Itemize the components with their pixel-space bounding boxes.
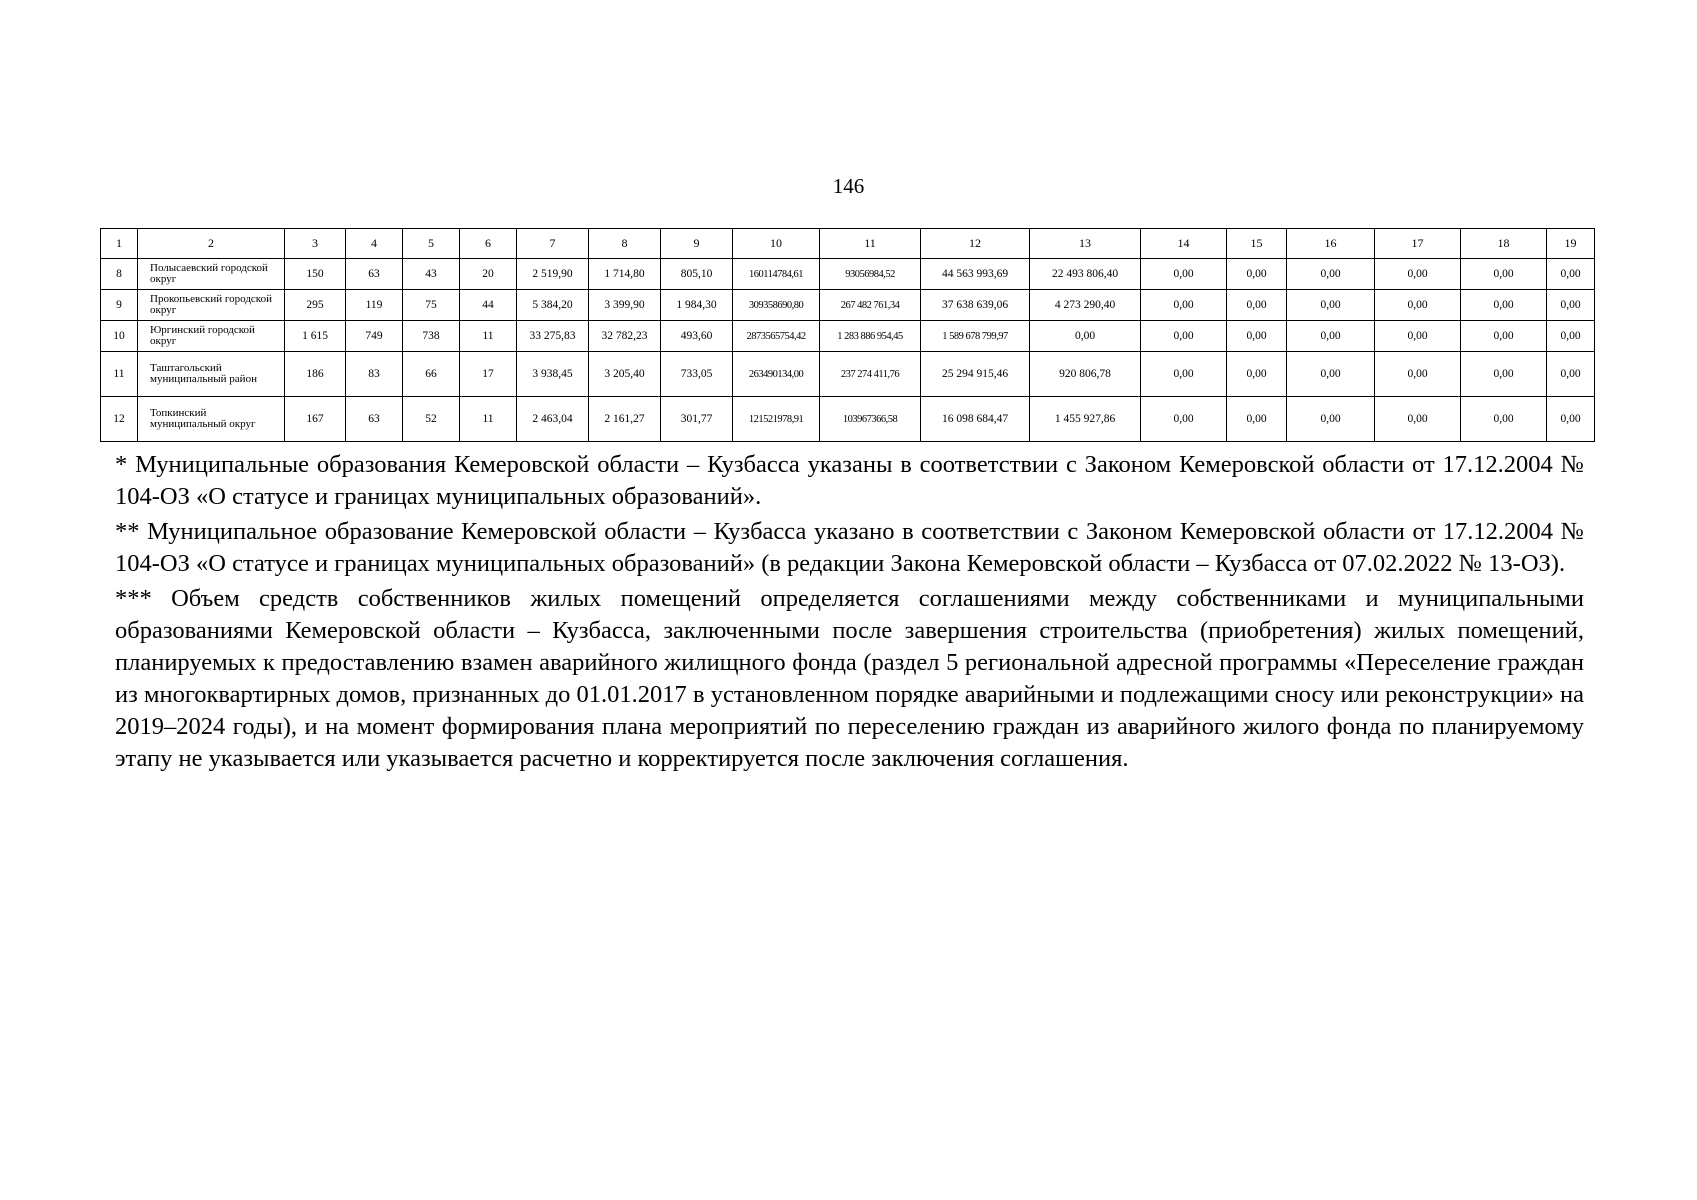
table-row	[101, 321, 1595, 352]
column-number: 4	[346, 229, 403, 259]
table-cell: 0,00	[1287, 352, 1375, 397]
table-cell: 0,00	[1461, 397, 1547, 442]
table-cell: 167	[285, 397, 346, 442]
column-number: 2	[138, 229, 285, 259]
table-cell: 733,05	[661, 352, 733, 397]
table-cell: 309358690,80	[733, 290, 820, 321]
table-cell: 0,00	[1547, 352, 1595, 397]
table-cell: 119	[346, 290, 403, 321]
column-number: 16	[1287, 229, 1375, 259]
table-cell: 44 563 993,69	[921, 259, 1030, 290]
footnote-2: ** Муниципальное образование Кемеровской области – Кузбасса указано в соответствии с Законом Кемеровской области от 17.12.2004 № 104-ОЗ «О статусе и границах муниципальных образований» (в редакции Закона Кемеровской области – Кузбасса от 07.02.2022 № 13-ОЗ).	[115, 518, 1584, 577]
footnotes	[115, 449, 1584, 778]
table-cell: 121521978,91	[733, 397, 820, 442]
table-cell: 920 806,78	[1030, 352, 1141, 397]
table-cell: 0,00	[1375, 397, 1461, 442]
table-cell: 738	[403, 321, 460, 352]
table-cell: 3 399,90	[589, 290, 661, 321]
table-cell: 0,00	[1461, 352, 1547, 397]
column-number: 10	[733, 229, 820, 259]
column-number: 14	[1141, 229, 1227, 259]
table-cell: 0,00	[1375, 259, 1461, 290]
resettlement-table	[100, 228, 1595, 442]
table-cell: 22 493 806,40	[1030, 259, 1141, 290]
table-cell: 9	[101, 290, 138, 321]
table-cell: 0,00	[1547, 397, 1595, 442]
table-cell: 0,00	[1287, 397, 1375, 442]
table-cell: 103967366,58	[820, 397, 921, 442]
table-cell: 25 294 915,46	[921, 352, 1030, 397]
table-cell: 0,00	[1461, 259, 1547, 290]
table-cell: 0,00	[1287, 290, 1375, 321]
column-number: 19	[1547, 229, 1595, 259]
column-number: 7	[517, 229, 589, 259]
table-cell: 63	[346, 397, 403, 442]
column-number: 15	[1227, 229, 1287, 259]
table-cell: 33 275,83	[517, 321, 589, 352]
table-cell: 52	[403, 397, 460, 442]
table-cell: 11	[101, 352, 138, 397]
table-cell: 0,00	[1141, 290, 1227, 321]
footnote-1: * Муниципальные образования Кемеровской области – Кузбасса указаны в соответствии с Законом Кемеровской области от 17.12.2004 № 104-ОЗ «О статусе и границах муниципальных образований».	[115, 451, 1584, 510]
table-cell: 0,00	[1227, 290, 1287, 321]
table-cell: 267 482 761,34	[820, 290, 921, 321]
table-cell: 8	[101, 259, 138, 290]
table-cell: 63	[346, 259, 403, 290]
table-cell: 493,60	[661, 321, 733, 352]
column-number: 18	[1461, 229, 1547, 259]
table-cell: 0,00	[1141, 321, 1227, 352]
page-number: 146	[832, 174, 865, 198]
table-cell: 20	[460, 259, 517, 290]
table-cell: 11	[460, 321, 517, 352]
table-cell: 2 161,27	[589, 397, 661, 442]
municipality-name: Топкинский муниципальный округ	[138, 397, 285, 442]
table-cell: 1 615	[285, 321, 346, 352]
table-cell: 1 283 886 954,45	[820, 321, 921, 352]
column-number: 9	[661, 229, 733, 259]
table-cell: 0,00	[1141, 259, 1227, 290]
table-cell: 1 984,30	[661, 290, 733, 321]
table-cell: 749	[346, 321, 403, 352]
table-cell: 3 938,45	[517, 352, 589, 397]
table-cell: 44	[460, 290, 517, 321]
column-number: 8	[589, 229, 661, 259]
table-cell: 4 273 290,40	[1030, 290, 1141, 321]
municipality-name: Юргинский городской округ	[138, 321, 285, 352]
column-number: 1	[101, 229, 138, 259]
table-cell: 0,00	[1461, 321, 1547, 352]
table-cell: 2 519,90	[517, 259, 589, 290]
table-cell: 0,00	[1547, 290, 1595, 321]
table-cell: 237 274 411,76	[820, 352, 921, 397]
table-cell: 2 463,04	[517, 397, 589, 442]
column-number: 12	[921, 229, 1030, 259]
table-cell: 295	[285, 290, 346, 321]
table-cell: 0,00	[1461, 290, 1547, 321]
table-cell: 2873565754,42	[733, 321, 820, 352]
table-cell: 0,00	[1547, 259, 1595, 290]
table-cell: 32 782,23	[589, 321, 661, 352]
table-cell: 16 098 684,47	[921, 397, 1030, 442]
municipality-name: Таштагольский муниципальный район	[138, 352, 285, 397]
table-cell: 1 714,80	[589, 259, 661, 290]
table-cell: 0,00	[1227, 321, 1287, 352]
table-cell: 805,10	[661, 259, 733, 290]
table-cell: 0,00	[1375, 321, 1461, 352]
table-row	[101, 397, 1595, 442]
table-cell: 75	[403, 290, 460, 321]
table-cell: 186	[285, 352, 346, 397]
table-header-row	[101, 229, 1595, 259]
table-cell: 83	[346, 352, 403, 397]
table-cell: 0,00	[1030, 321, 1141, 352]
table-cell: 0,00	[1227, 397, 1287, 442]
table-cell: 66	[403, 352, 460, 397]
table-cell: 160114784,61	[733, 259, 820, 290]
table-cell: 5 384,20	[517, 290, 589, 321]
column-number: 5	[403, 229, 460, 259]
column-number: 11	[820, 229, 921, 259]
table-cell: 10	[101, 321, 138, 352]
table-cell: 0,00	[1141, 352, 1227, 397]
municipality-name: Прокопьевский городской округ	[138, 290, 285, 321]
table-cell: 0,00	[1227, 259, 1287, 290]
column-number: 17	[1375, 229, 1461, 259]
table-cell: 37 638 639,06	[921, 290, 1030, 321]
table-cell: 1 589 678 799,97	[921, 321, 1030, 352]
table-cell: 0,00	[1227, 352, 1287, 397]
table-cell: 93056984,52	[820, 259, 921, 290]
table-cell: 11	[460, 397, 517, 442]
table-cell: 0,00	[1141, 397, 1227, 442]
column-number: 13	[1030, 229, 1141, 259]
table-cell: 12	[101, 397, 138, 442]
table-cell: 0,00	[1375, 352, 1461, 397]
municipality-name: Полысаевский городской округ	[138, 259, 285, 290]
table-cell: 301,77	[661, 397, 733, 442]
table-row	[101, 352, 1595, 397]
table-cell: 150	[285, 259, 346, 290]
table-cell: 43	[403, 259, 460, 290]
column-number: 3	[285, 229, 346, 259]
table-cell: 0,00	[1547, 321, 1595, 352]
table-cell: 0,00	[1287, 259, 1375, 290]
column-number: 6	[460, 229, 517, 259]
table-row	[101, 290, 1595, 321]
table-row	[101, 259, 1595, 290]
table-cell: 0,00	[1375, 290, 1461, 321]
table-cell: 17	[460, 352, 517, 397]
table-cell: 1 455 927,86	[1030, 397, 1141, 442]
table-cell: 263490134,00	[733, 352, 820, 397]
footnote-3: *** Объем средств собственников жилых помещений определяется соглашениями между собственниками и муниципальными образованиями Кемеровской области – Кузбасса, заключенными после завершения строительства (приобретения) жилых помещений, планируемых к предоставлению взамен аварийного жилищного фонда (раздел 5 региональной адресной программы «Переселение граждан из многоквартирных домов, признанных до 01.01.2017 в установленном порядке аварийными и подлежащими сносу или реконструкции» на 2019–2024 годы), и на момент формирования плана мероприятий по переселению граждан из аварийного жилого фонда по планируемому этапу не указывается или указывается расчетно и корректируется после заключения соглашения.	[115, 585, 1584, 772]
table-cell: 3 205,40	[589, 352, 661, 397]
table-cell: 0,00	[1287, 321, 1375, 352]
